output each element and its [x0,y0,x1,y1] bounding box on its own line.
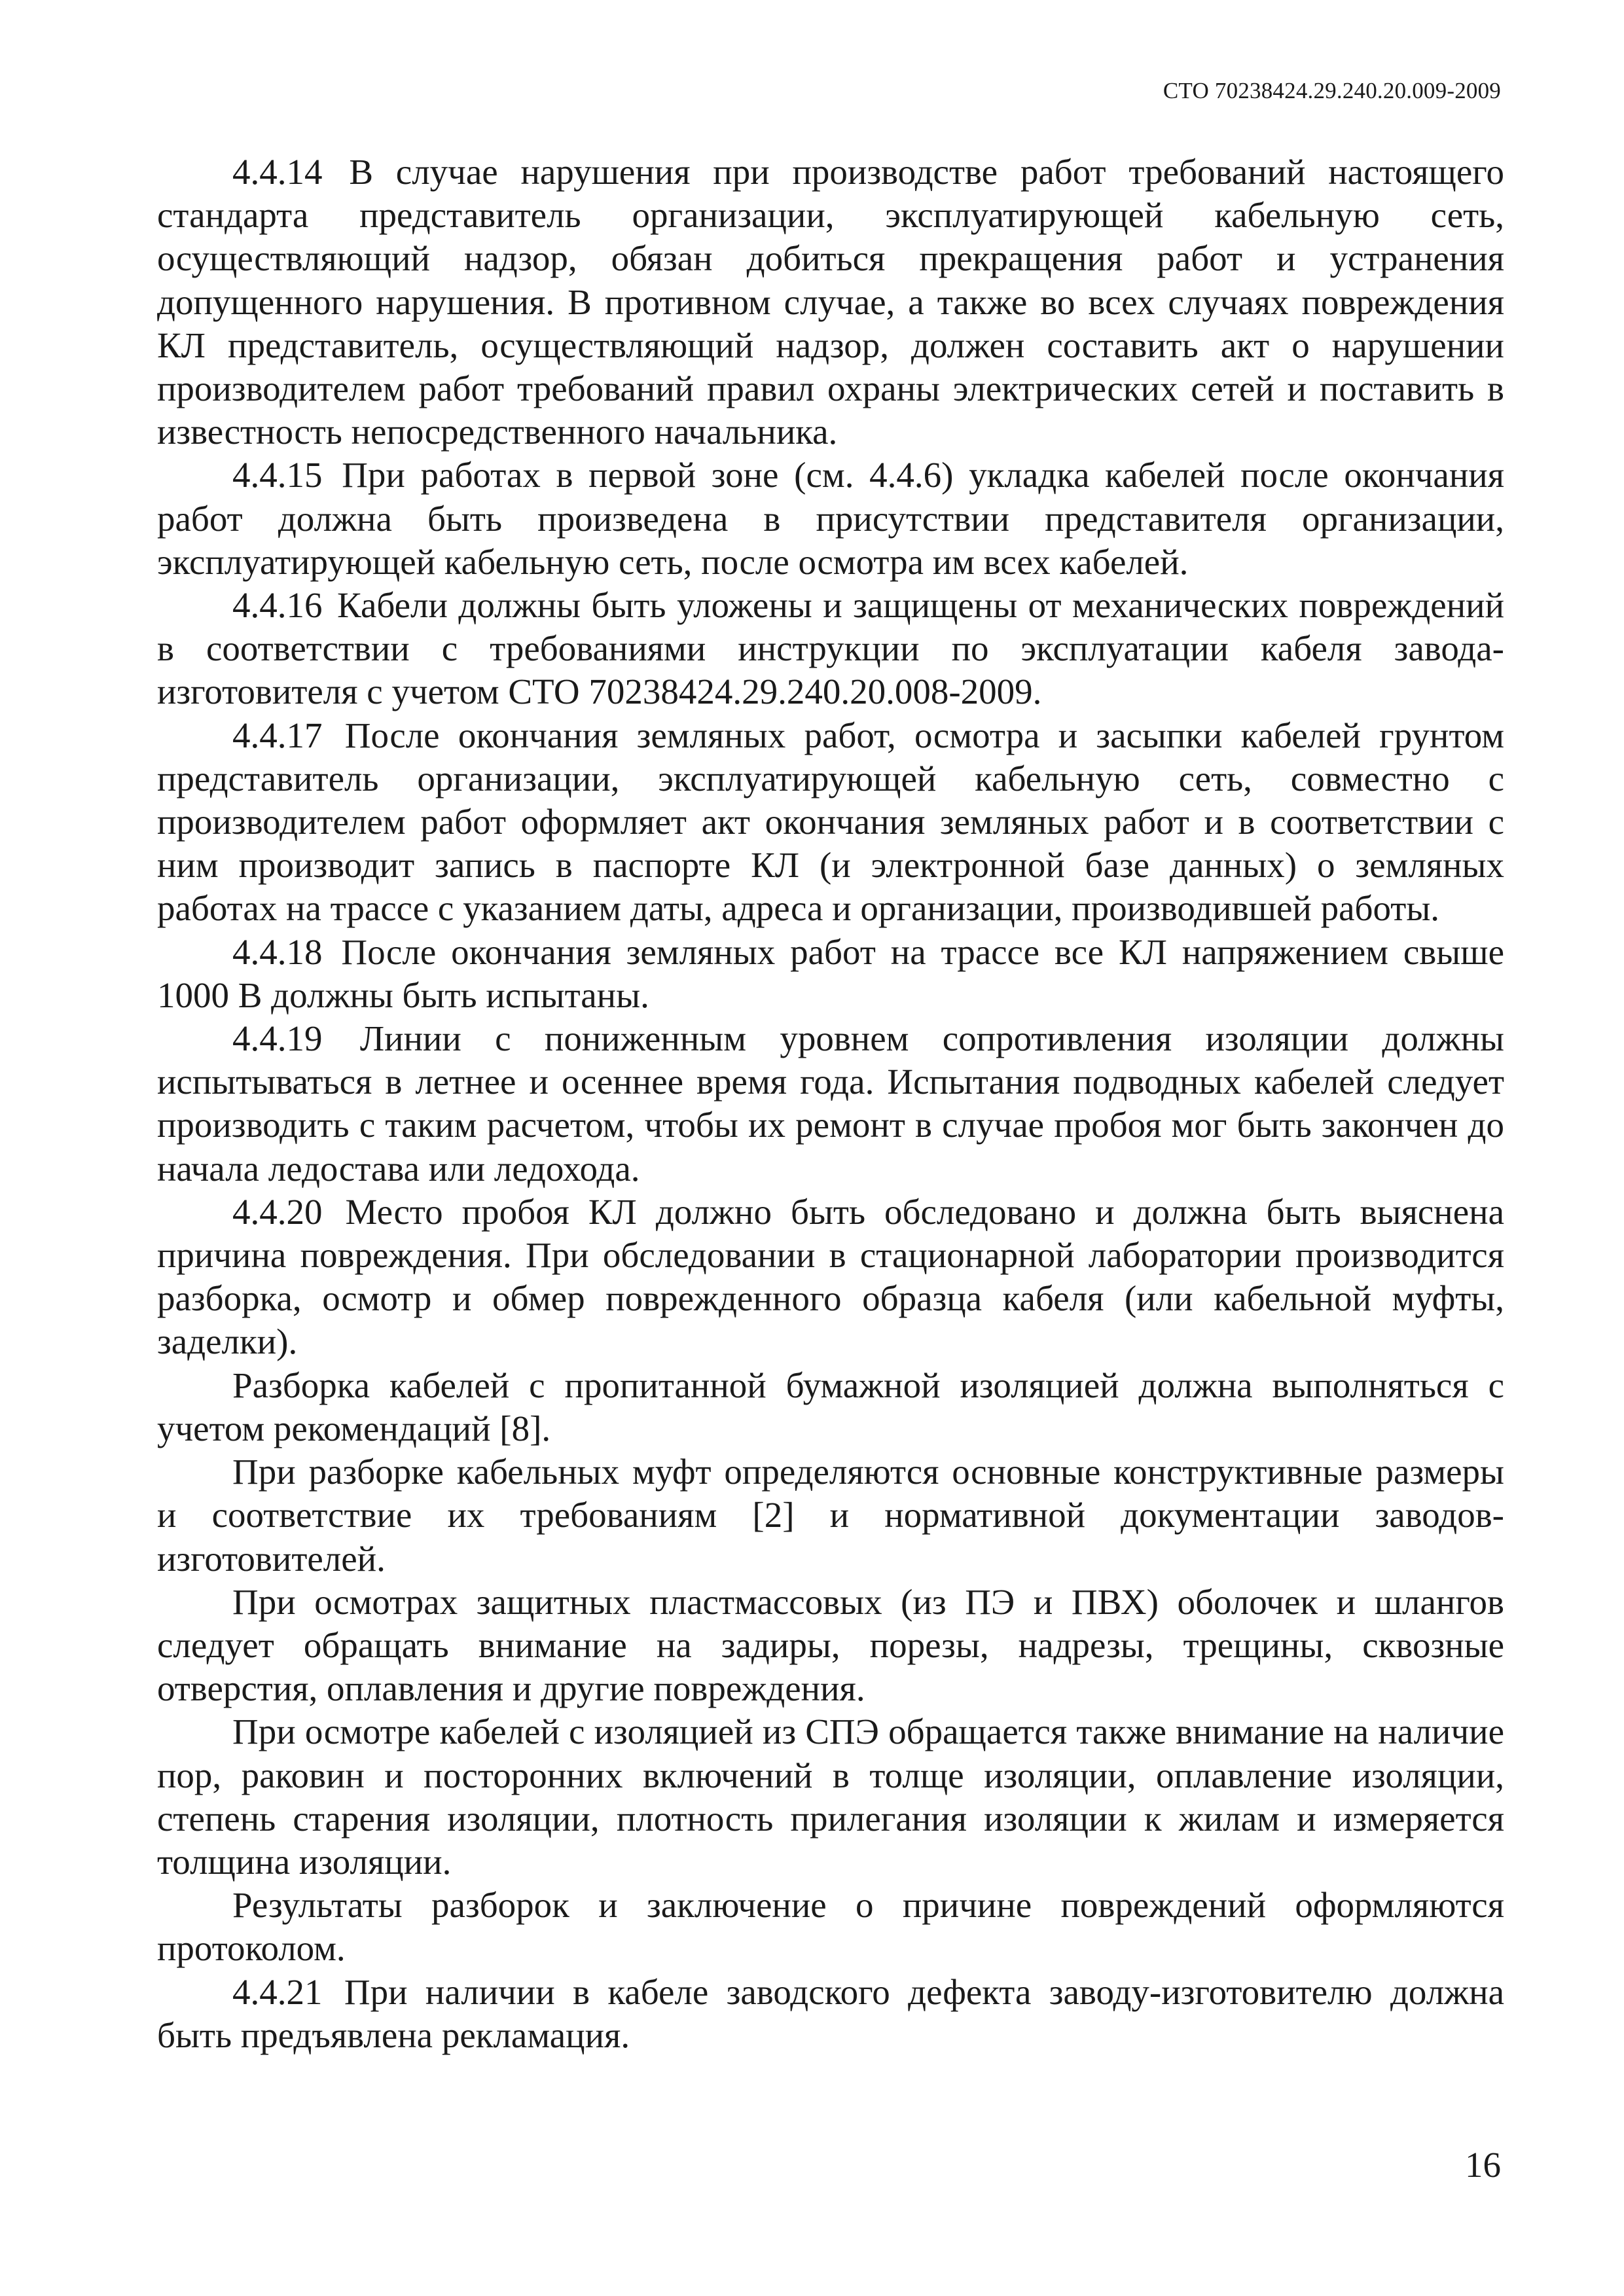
paragraph-text: При осмотрах защитных пластмассовых (из ПЭ и ПВХ) оболочек и шлангов следует обращать внимание на задиры, порезы, надрезы, трещины, сквозные отверстия, оплавления и другие повреждения. [157,1581,1504,1709]
paragraph-text: При осмотре кабелей с изоляцией из СПЭ обращается также внимание на наличие пор, раковин и посторонних включений в толще изоляции, оплавление изоляции, степень старения изоляции, плотность прилегания изоляции к жилам и измеряется толщина изоляции. [157,1712,1504,1882]
page-number: 16 [1465,2145,1501,2185]
paragraph-text: После окончания земляных работ, осмотра и засыпки кабелей грунтом представитель организации, эксплуатирующей кабельную сеть, совместно с производителем работ оформляет акт окончания земляных работ и в соответствии с ним производит запись в паспорте КЛ (и электронной базе данных) о земляных работах на трассе с указанием даты, адреса и организации, производившей работы. [157,715,1505,929]
paragraph-4-4-20 [157,1191,1504,1364]
document-body [157,151,1504,2057]
paragraph-text: Разборка кабелей с пропитанной бумажной изоляцией должна выполняться с учетом рекомендаций [8]. [157,1365,1504,1448]
paragraph-text: Кабели должны быть уложены и защищены от механических повреждений в соответствии с требованиями инструкции по эксплуатации кабеля завода-изготовителя с учетом СТО 70238424.29.240.20.008-2009. [157,585,1504,712]
paragraph-disassembly-joints [157,1450,1504,1581]
paragraph-number: 4.4.17 [232,715,323,755]
paragraph-number: 4.4.16 [232,585,323,626]
paragraph-4-4-17 [157,714,1504,931]
paragraph-number: 4.4.21 [232,1971,323,2012]
paragraph-text: Место пробоя КЛ должно быть обследовано и должна быть выяснена причина повреждения. При обследовании в стационарной лаборатории производится разборка, осмотр и обмер поврежденного образца кабеля (или кабельной муфты, заделки). [157,1191,1504,1362]
paragraph-number: 4.4.15 [232,455,323,495]
paragraph-plastic-sheaths [157,1581,1504,1711]
paragraph-xlpe-inspection [157,1710,1504,1884]
document-code-header: СТО 70238424.29.240.20.009-2009 [1163,78,1501,103]
paragraph-results-protocol [157,1884,1504,1970]
paragraph-text: После окончания земляных работ на трассе все КЛ напряжением свыше 1000 В должны быть испытаны. [157,931,1504,1015]
paragraph-text: При разборке кабельных муфт определяются основные конструктивные размеры и соответствие их требованиям [2] и нормативной документации заводов-изготовителей. [157,1452,1504,1579]
paragraph-number: 4.4.19 [232,1018,323,1059]
paragraph-number: 4.4.18 [232,931,323,972]
paragraph-4-4-18 [157,931,1504,1017]
paragraph-number: 4.4.14 [232,152,323,192]
paragraph-4-4-21 [157,1971,1504,2057]
paragraph-text: Линии с пониженным уровнем сопротивления изоляции должны испытываться в летнее и осеннее время года. Испытания подводных кабелей следует производить с таким расчетом, чтобы их ремонт в случае пробоя мог быть закончен до начала ледостава или ледохода. [157,1018,1505,1189]
paragraph-4-4-14 [157,151,1504,454]
paragraph-text: В случае нарушения при производстве работ требований настоящего стандарта представитель организации, эксплуатирующей кабельную сеть, осуществляющий надзор, обязан добиться прекращения работ и устранения допущенного нарушения. В противном случае, а также во всех случаях повреждения КЛ представитель, осуществляющий надзор, должен составить акт о нарушении производителем работ требований правил охраны электрических сетей и поставить в известность непосредственного начальника. [157,152,1504,452]
paragraph-4-4-19 [157,1017,1504,1191]
paragraph-text: При работах в первой зоне (см. 4.4.6) укладка кабелей после окончания работ должна быть произведена в присутствии представителя организации, эксплуатирующей кабельную сеть, после осмотра им всех кабелей. [157,455,1504,582]
paragraph-4-4-16 [157,584,1504,714]
paragraph-4-4-15 [157,454,1504,584]
paragraph-text: При наличии в кабеле заводского дефекта заводу-изготовителю должна быть предъявлена рекламация. [157,1971,1505,2055]
paragraph-number: 4.4.20 [232,1191,323,1232]
paragraph-disassembly-paper [157,1364,1504,1450]
paragraph-text: Результаты разборок и заключение о причине повреждений оформляются протоколом. [157,1885,1504,1969]
